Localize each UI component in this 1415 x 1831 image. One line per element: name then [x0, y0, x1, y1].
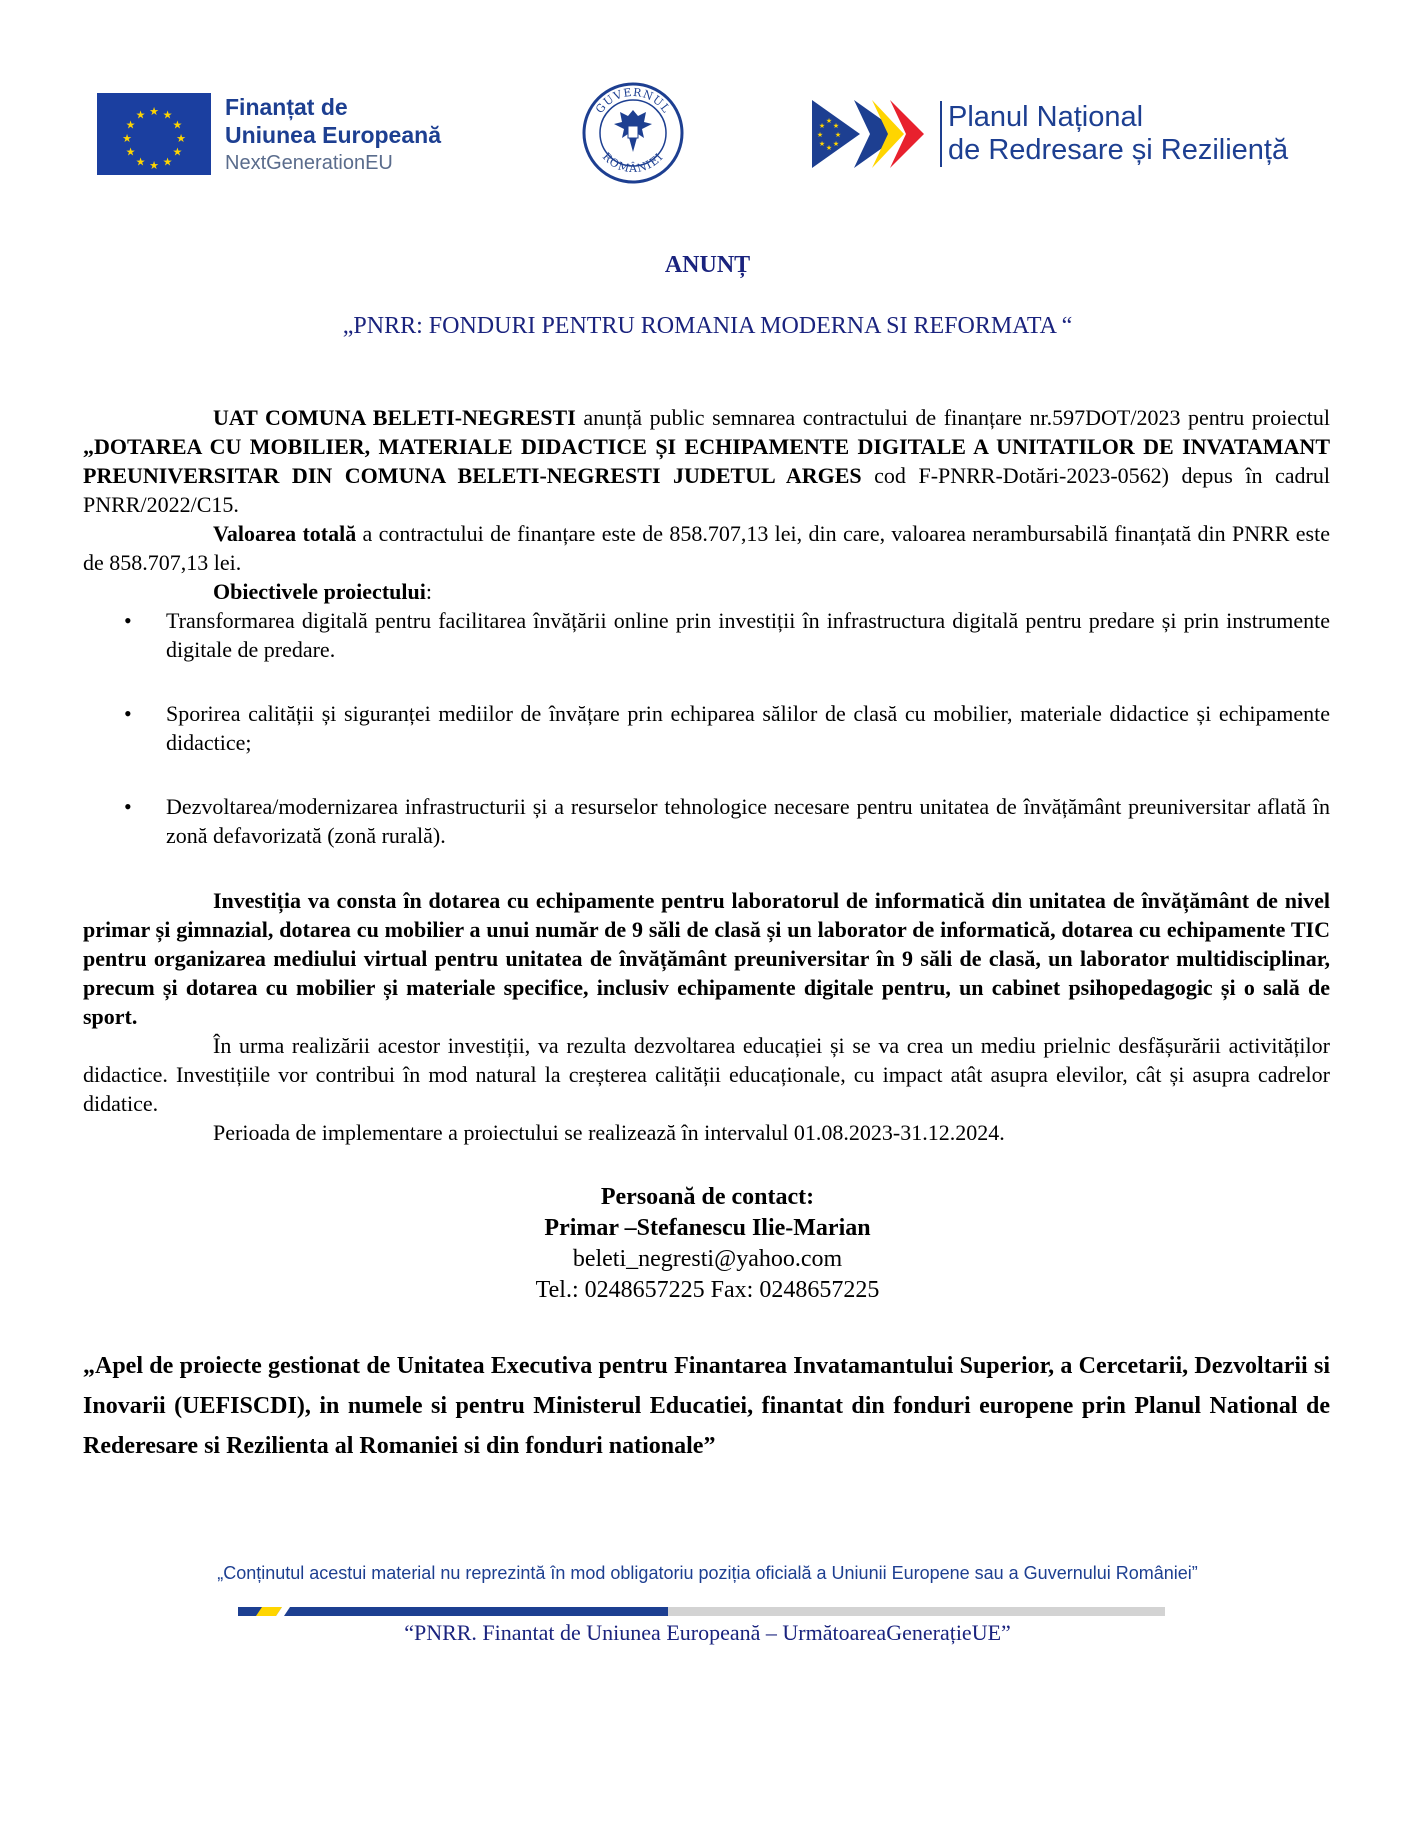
contract-text-2: cod F-PNRR-Dotări-2023-0562) depus în cadrul PNRR/2022/C15.: [83, 463, 1330, 517]
eu-funding-logo: [97, 93, 441, 177]
value-label: Valoarea totală: [213, 521, 357, 546]
svg-text:★: ★: [135, 155, 146, 169]
contact-heading: Persoană de contact:: [600, 1184, 815, 1210]
svg-text:★: ★: [818, 122, 826, 130]
svg-text:★: ★: [135, 108, 146, 122]
objective-item: • Dezvoltarea/modernizarea infrastructurii și a resurselor tehnologice necesare pentru unitatea de învățământ preuniversitar aflată în zonă defavorizată (zonă rurală).: [83, 792, 1330, 850]
contract-paragraph: [83, 403, 1330, 519]
uat-name: UAT COMUNA BELETI-NEGRESTI: [213, 405, 576, 430]
project-title: „DOTAREA CU MOBILIER, MATERIALE DIDACTICE ȘI ECHIPAMENTE DIGITALE A UNITATILOR DE INVATAMANT PREUNIVERSITAR DIN COMUNA BELETI-NEGRESTI JUDETUL ARGES: [83, 434, 1330, 488]
footer-slogan: “PNRR. Finantat de Uniunea Europeană – UrmătoareaGenerațieUE”: [404, 1620, 1011, 1645]
footer-color-bar: [238, 1607, 1165, 1616]
announcement-body: [83, 403, 1330, 1147]
pnrr-logo-line1: Planul Național: [948, 101, 1144, 133]
objectives-list: [83, 606, 1330, 850]
announcement-subtitle: „PNRR: FONDURI PENTRU ROMANIA MODERNA SI REFORMATA “: [342, 313, 1073, 339]
result-paragraph: În urma realizării acestor investiții, va rezulta dezvoltarea educației și se va crea un mediu prielnic desfășurării activităților didactice. Investițiile vor contribui în mod natural la creșterea calității educaționale, cu impact atât asupra elevilor, cât și asupra cadrelor didatice.: [83, 1033, 1330, 1116]
announcement-title: ANUNȚ: [664, 252, 751, 278]
contract-text-1: anunță public semnarea contractului de finanțare nr.597DOT/2023 pentru proiectul: [575, 405, 1330, 430]
svg-text:★: ★: [825, 144, 833, 152]
eu-logo-line3: NextGenerationEU: [225, 152, 393, 174]
svg-text:ROMÂNIEI: ROMÂNIEI: [599, 150, 667, 176]
contact-phone: Tel.: 0248657225 Fax: 0248657225: [535, 1277, 880, 1303]
contact-name: Primar –Stefanescu Ilie-Marian: [544, 1215, 871, 1241]
pnrr-logo: [812, 98, 1288, 170]
svg-text:★: ★: [825, 117, 833, 125]
eu-logo-line2: Uniunea Europeană: [225, 122, 441, 148]
svg-text:★: ★: [834, 131, 842, 139]
eu-logo-line1: Finanțat de: [225, 94, 348, 120]
svg-text:★: ★: [172, 145, 183, 159]
contact-block: [0, 1182, 1415, 1306]
svg-text:★: ★: [125, 118, 136, 132]
contact-email: beleti_negresti@yahoo.com: [572, 1246, 843, 1272]
eu-flag-icon: [97, 93, 211, 175]
objective-item: • Transformarea digitală pentru facilitarea învățării online prin investiții în infrastructura digitală pentru predare și prin instrumente digitale de predare.: [83, 606, 1330, 664]
investment-paragraph: Investiția va consta în dotarea cu echipamente pentru laboratorul de informatică din unitatea de învățământ de nivel primar și gimnazial, dotarea cu mobilier a unui număr de 9 săli de clasă și un laborator de informatică, dotarea cu echipamente TIC pentru organizarea mediului virtual pentru unitatea de învățământ preuniversitar în 9 săli de clasă, un laborator multidisciplinar, precum și dotarea cu mobilier și materiale specifice, inclusiv echipamente digitale pentru, un cabinet psihopedagogic și o sală de sport.: [83, 888, 1330, 1029]
svg-text:★: ★: [832, 122, 840, 130]
objectives-heading: [83, 577, 1330, 606]
svg-text:GUVERNUL: GUVERNUL: [593, 85, 674, 116]
svg-text:★: ★: [162, 155, 173, 169]
call-for-projects-paragraph: „Apel de proiecte gestionat de Unitatea Executiva pentru Finantarea Invatamantului Superior, a Cercetarii, Dezvoltarii si Inovarii (UEFISCDI), in numele si pentru Ministerul Educatiei, finantat din fonduri europene prin Planul National de Rederesare si Rezilienta al Romaniei si din fonduri nationale”: [83, 1353, 1330, 1459]
objectives-label: Obiectivele proiectului: [213, 579, 426, 604]
svg-text:★: ★: [816, 131, 824, 139]
svg-text:★: ★: [149, 105, 159, 118]
svg-text:★: ★: [172, 118, 183, 132]
svg-text:★: ★: [122, 132, 132, 145]
pnrr-logo-line2: de Redresare și Reziliență: [948, 134, 1289, 166]
svg-text:★: ★: [818, 140, 826, 148]
svg-text:★: ★: [176, 132, 186, 145]
pnrr-arrows-icon: [812, 98, 930, 170]
svg-text:★: ★: [125, 145, 136, 159]
svg-text:★: ★: [149, 159, 159, 172]
disclaimer-text: „Conținutul acestui material nu reprezintă în mod obligatoriu poziția oficială a Uniunii Europene sau a Guvernului României”: [217, 1563, 1198, 1583]
value-paragraph: [83, 519, 1330, 577]
romanian-government-seal-icon: [582, 82, 684, 184]
objectives-colon: :: [425, 579, 432, 604]
svg-text:★: ★: [832, 140, 840, 148]
period-paragraph: Perioada de implementare a proiectului se realizează în intervalul 01.08.2023-31.12.2024.: [213, 1120, 1005, 1145]
objective-item: • Sporirea calității și siguranței mediilor de învățare prin echiparea sălilor de clasă cu mobilier, materiale didactice și echipamente didactice;: [83, 699, 1330, 757]
value-text: a contractului de finanțare este de 858.707,13 lei, din care, valoarea nerambursabilă finanțată din PNRR este de 858.707,13 lei.: [83, 521, 1330, 575]
svg-text:★: ★: [162, 108, 173, 122]
